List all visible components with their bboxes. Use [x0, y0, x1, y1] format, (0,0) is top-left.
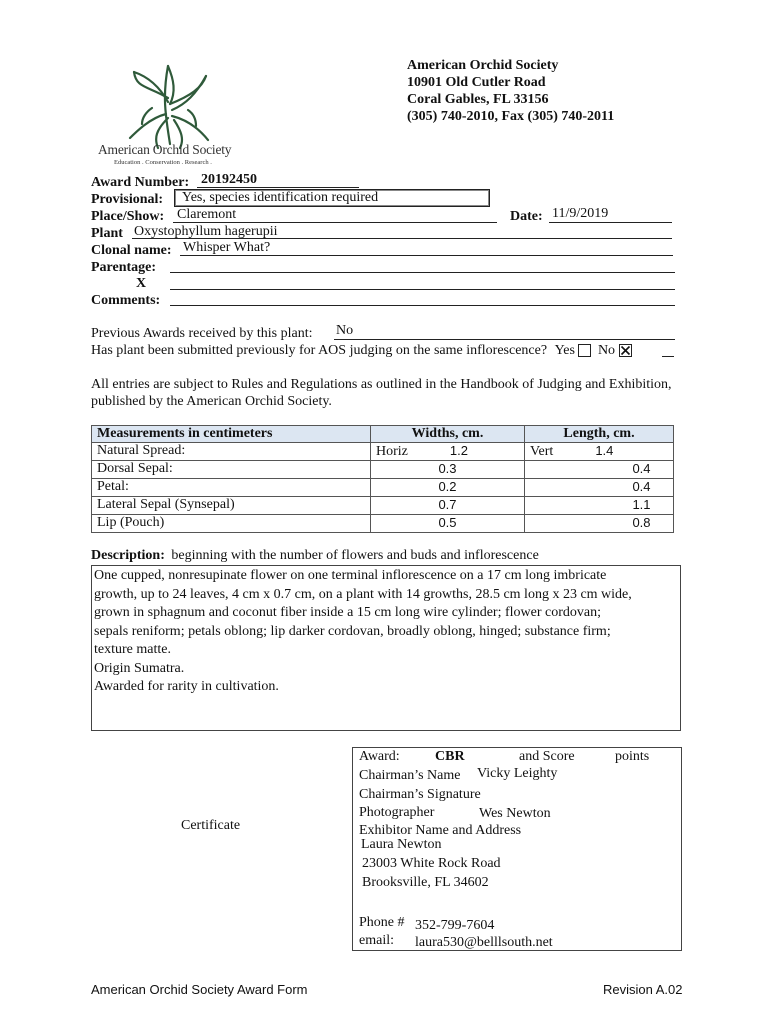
award-value: CBR	[435, 749, 465, 764]
rules-text: All entries are subject to Rules and Regulations as outlined in the Handbook of Judging and Exhibition, published by the American Orchid Society.	[91, 377, 672, 409]
length-cell[interactable]	[525, 479, 674, 497]
description-heading	[91, 548, 539, 564]
photographer-label: Photographer	[359, 805, 435, 820]
table-row	[92, 497, 674, 515]
description-line: Awarded for rarity in cultivation.	[94, 679, 279, 694]
table-row	[92, 443, 674, 461]
plant-label: Plant	[91, 226, 123, 241]
submitted-question: Has plant been submitted previously for AOS judging on the same inflorescence?	[91, 343, 548, 358]
provisional-label: Provisional:	[91, 192, 164, 207]
description-line: Origin Sumatra.	[94, 660, 185, 676]
row-label: Dorsal Sepal:	[92, 461, 371, 479]
widths-header: Widths, cm.	[371, 426, 525, 443]
submitted-previously-row	[91, 343, 632, 359]
chairman-name-label: Chairman’s Name	[359, 768, 461, 783]
measurements-header-row	[92, 426, 674, 443]
length-cell[interactable]	[525, 461, 674, 479]
parentage-line-2	[170, 289, 675, 290]
description-line: texture matte.	[94, 642, 171, 657]
row-label: Lateral Sepal (Synsepal)	[92, 497, 371, 515]
previous-awards-value: No	[336, 323, 354, 338]
footer-right: Revision A.02	[603, 982, 683, 997]
chairman-signature-label: Chairman’s Signature	[359, 787, 481, 802]
row-label: Lip (Pouch)	[92, 515, 371, 533]
email-label: email:	[359, 933, 394, 948]
previous-awards-line	[334, 339, 675, 340]
width-value: 0.7	[438, 497, 457, 512]
length-cell[interactable]	[525, 497, 674, 515]
length-value: 0.8	[632, 515, 651, 530]
points-label: points	[615, 749, 650, 764]
clonal-name-value: Whisper What?	[183, 240, 271, 255]
address-line-2: Coral Gables, FL 33156	[407, 92, 549, 107]
footer-left: American Orchid Society Award Form	[91, 982, 308, 997]
score-label: and Score	[519, 749, 575, 764]
place-show-value: Claremont	[177, 207, 237, 222]
submitted-answer-line	[662, 356, 674, 357]
no-label: No	[597, 343, 616, 358]
description-line: growth, up to 24 leaves, 4 cm x 0.7 cm, on a plant with 14 growths, 28.5 cm long x 23 cm wide,	[94, 586, 632, 602]
date-value: 11/9/2019	[552, 206, 609, 221]
logo-tagline: Education . Conservation . Research .	[114, 159, 212, 166]
width-value: 0.5	[438, 515, 457, 530]
comments-line	[170, 305, 675, 306]
description-line: sepals reniform; petals oblong; lip darker cordovan, broadly oblong, hinged; substance firm;	[94, 623, 611, 639]
description-line: grown in sphagnum and coconut fiber inside a 15 cm long wire cylinder; flower cordovan;	[94, 605, 601, 620]
cross-mark: X	[136, 276, 147, 291]
width-value: 0.2	[438, 479, 457, 494]
table-row	[92, 461, 674, 479]
length-value: 0.4	[632, 461, 651, 476]
award-number-value: 20192450	[201, 172, 257, 187]
certificate-label: Certificate	[181, 818, 241, 833]
phone-fax: (305) 740-2010, Fax (305) 740-2011	[407, 109, 615, 124]
length-value: 1.4	[595, 443, 614, 458]
phone-value: 352-799-7604	[415, 918, 495, 933]
aos-logo	[96, 58, 246, 166]
description-line: One cupped, nonresupinate flower on one terminal inflorescence on a 17 cm long imbricate	[94, 568, 607, 583]
date-label: Date:	[510, 209, 543, 224]
width-cell[interactable]	[371, 497, 525, 515]
length-value: 1.1	[632, 497, 651, 512]
award-box	[352, 747, 682, 951]
yes-checkbox[interactable]	[578, 344, 591, 357]
length-cell[interactable]	[525, 443, 674, 461]
x-check-icon	[620, 345, 631, 356]
date-line	[549, 222, 672, 223]
previous-awards-label: Previous Awards received by this plant:	[91, 326, 313, 341]
length-value: 0.4	[632, 479, 651, 494]
address-line-1: 10901 Old Cutler Road	[407, 75, 546, 90]
parentage-label: Parentage:	[91, 260, 157, 275]
plant-value: Oxystophyllum hagerupii	[134, 224, 278, 239]
header-address	[407, 57, 614, 125]
exhibitor-street: 23003 White Rock Road	[362, 856, 501, 871]
exhibitor-label: Exhibitor Name and Address	[359, 823, 522, 838]
row-label: Petal:	[92, 479, 371, 497]
length-cell[interactable]	[525, 515, 674, 533]
table-row	[92, 515, 674, 533]
description-hint: beginning with the number of flowers and buds and inflorescence	[171, 548, 539, 563]
place-show-label: Place/Show:	[91, 209, 165, 224]
award-number-label: Award Number:	[91, 175, 190, 190]
length-header: Length, cm.	[525, 426, 674, 443]
measurements-table	[91, 425, 674, 533]
width-value: 0.3	[438, 461, 457, 476]
phone-label: Phone #	[359, 915, 405, 930]
email-value: laura530@belllsouth.net	[415, 935, 553, 950]
exhibitor-city: Brooksville, FL 34602	[362, 875, 489, 890]
logo-name: American Orchid Society	[98, 142, 232, 157]
parentage-line-1	[170, 272, 675, 273]
exhibitor-name: Laura Newton	[361, 837, 442, 852]
yes-label: Yes	[554, 343, 575, 358]
chairman-name-value: Vicky Leighty	[477, 766, 558, 781]
provisional-value: Yes, species identification required	[182, 190, 379, 205]
comments-label: Comments:	[91, 293, 161, 308]
description-label: Description:	[91, 548, 165, 563]
horiz-label: Horiz	[376, 444, 408, 459]
width-cell[interactable]	[371, 515, 525, 533]
award-label: Award:	[359, 749, 400, 764]
photographer-value: Wes Newton	[479, 806, 551, 821]
width-value: 1.2	[449, 443, 468, 458]
description-field[interactable]	[91, 565, 681, 731]
clonal-name-label: Clonal name:	[91, 243, 172, 258]
measurements-header: Measurements in centimeters	[92, 426, 371, 443]
orchid-logo-icon	[96, 58, 246, 150]
table-row	[92, 479, 674, 497]
width-cell[interactable]	[371, 479, 525, 497]
no-checkbox[interactable]	[619, 344, 632, 357]
vert-label: Vert	[530, 444, 554, 459]
width-cell[interactable]	[371, 443, 525, 461]
width-cell[interactable]	[371, 461, 525, 479]
row-label: Natural Spread:	[92, 443, 371, 461]
org-name: American Orchid Society	[407, 58, 559, 73]
